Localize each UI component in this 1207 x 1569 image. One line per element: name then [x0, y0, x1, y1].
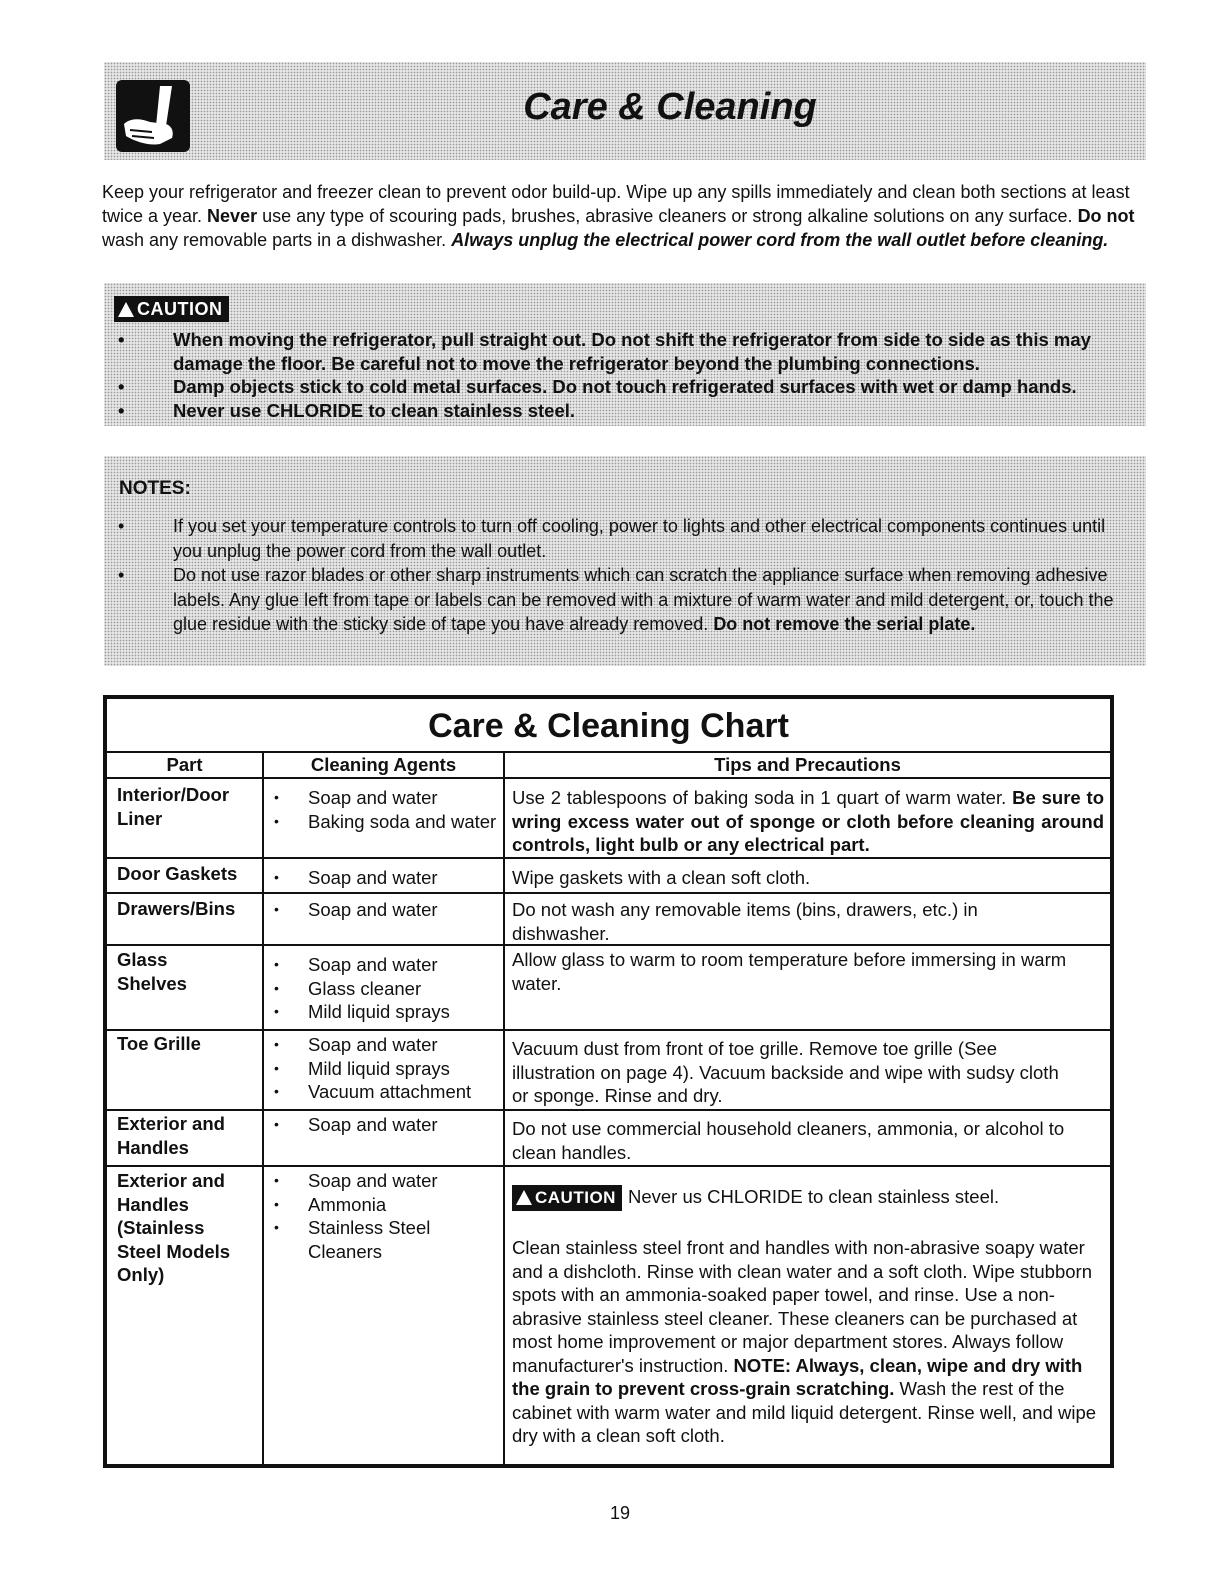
table-row-tips: Wipe gaskets with a clean soft cloth. [512, 867, 811, 888]
caution-badge [512, 1185, 622, 1211]
agent-item: • Ammonia [270, 1193, 500, 1217]
agent-item: • Soap and water [270, 866, 500, 890]
table-row-agents [270, 898, 500, 922]
table-row-tips: Do not use commercial household cleaners, ammonia, or alcohol to clean handles. [512, 1118, 1065, 1163]
notes-list [118, 514, 1138, 637]
table-row-part: Exterior and Handles [117, 1113, 225, 1158]
agent-item: • Soap and water [270, 786, 500, 810]
caution-badge [114, 296, 229, 322]
caution-item: • Never use CHLORIDE to clean stainless steel. [118, 399, 1138, 423]
caution-text: Never us CHLORIDE to clean stainless steel. [627, 1186, 1000, 1207]
page-number: 19 [609, 1503, 631, 1523]
note-item-bold: Do not remove the serial plate. [713, 614, 976, 634]
warning-triangle-icon [118, 302, 134, 317]
chart-title: Care & Cleaning Chart [107, 699, 1110, 753]
table-row-part: Exterior and Handles (Stainless Steel Models Only) [117, 1170, 231, 1285]
table-row-part: Door Gaskets [117, 863, 238, 884]
table-row-part: Drawers/Bins [117, 898, 236, 919]
note-item: • If you set your temperature controls to turn off cooling, power to lights and other electrical components continues until you unplug the power cord from the wall outlet. [118, 514, 1138, 563]
header-tips: Tips and Precautions [714, 754, 901, 775]
agent-item: • Baking soda and water [270, 810, 500, 834]
caution-list [118, 328, 1138, 422]
page-title: Care & Cleaning [523, 86, 817, 128]
header-part: Part [166, 754, 203, 775]
agent-item: • Vacuum attachment [270, 1080, 500, 1104]
row-divider [107, 1109, 1110, 1111]
table-row-tips: Do not wash any removable items (bins, drawers, etc.) in dishwasher. [512, 899, 978, 944]
table-row-tips: Allow glass to warm to room temperature before immersing in warm water. [512, 949, 1067, 994]
table-row-part: Interior/Door Liner [117, 784, 230, 829]
notes-title: NOTES: [119, 478, 191, 499]
intro-text-2: use any type of scouring pads, brushes, abrasive cleaners or strong alkaline solutions on any surface. [257, 206, 1078, 226]
tips-text: Clean stainless steel front and handles with non-abrasive soapy water and a dishcloth. Rinse with clean water and a soft cloth. Wipe stubborn spots with an ammonia-soaked paper towel, and rinse. Use a non-abrasive stainless steel cleaner. These cleaners can be purchased at most home improvement or major department stores. Always follow manufacturer's instruction. [512, 1237, 1092, 1376]
agent-item: • Soap and water [270, 1113, 500, 1137]
table-row-tips: Vacuum dust from front of toe grille. Remove toe grille (See illustration on page 4). Vacuum backside and wipe with sudsy cloth or sponge. Rinse and dry. [512, 1038, 1059, 1106]
table-row-tips [512, 786, 1104, 857]
caution-label: CAUTION [137, 299, 223, 319]
tips-bold: NOTE: Always, clean, wipe and dry with the grain to prevent cross-grain scratching. [512, 1354, 1083, 1399]
agent-item: • Glass cleaner [270, 977, 500, 1001]
note-item-text: Do not use razor blades or other sharp instruments which can scratch the appliance surface when removing adhesive labels. Any glue left from tape or labels can be removed with a mixture of warm water and mild detergent, or, touch the glue residue with the sticky side of tape you have already removed. [173, 565, 1114, 634]
table-row-agents [270, 1033, 500, 1104]
agent-item: • Stainless Steel Cleaners [270, 1216, 500, 1263]
row-divider [107, 857, 1110, 859]
intro-text-3: wash any removable parts in a dishwasher. [102, 230, 452, 250]
header-cleaning-agents: Cleaning Agents [310, 754, 457, 775]
intro-text-1: Keep your refrigerator and freezer clean to prevent odor build-up. Wipe up any spills immediately and clean both sections at least twice a year. [102, 182, 1130, 226]
agent-item: • Soap and water [270, 1033, 500, 1057]
table-row-agents [270, 866, 500, 890]
row-divider [107, 892, 1110, 894]
intro-paragraph [102, 180, 1148, 252]
table-row-agents [270, 1113, 500, 1137]
warning-triangle-icon [516, 1190, 532, 1205]
tips-bold: Be sure to wring excess water out of sponge or cloth before cleaning around controls, light bulb or any electrical part. [512, 787, 1105, 855]
agent-item: • Soap and water [270, 1169, 500, 1193]
agent-item: • Mild liquid sprays [270, 1000, 500, 1024]
table-row-agents [270, 786, 500, 833]
row-caution [512, 1184, 999, 1211]
table-row-agents [270, 1169, 500, 1263]
table-row-part: Glass Shelves [117, 949, 187, 994]
caution-item: • Damp objects stick to cold metal surfaces. Do not touch refrigerated surfaces with wet or damp hands. [118, 375, 1138, 399]
agent-item: • Soap and water [270, 953, 500, 977]
intro-emphasis: Always unplug the electrical power cord from the wall outlet before cleaning. [451, 230, 1109, 250]
tips-text: Wash the rest of the cabinet with warm water and mild liquid detergent. Rinse well, and wipe dry with a clean soft cloth. [512, 1378, 1097, 1446]
caution-item: • When moving the refrigerator, pull straight out. Do not shift the refrigerator from side to side as this may damage the floor. Be careful not to move the refrigerator beyond the plumbing connections. [118, 328, 1138, 375]
table-row-agents [270, 953, 500, 1024]
table-row-part: Toe Grille [117, 1033, 201, 1054]
row-divider [107, 777, 1110, 779]
care-cleaning-chart [103, 695, 1114, 1468]
agent-item: • Soap and water [270, 898, 500, 922]
caution-label: CAUTION [535, 1188, 616, 1207]
row-divider [107, 1165, 1110, 1167]
intro-never: Never [207, 206, 258, 226]
agent-item: • Mild liquid sprays [270, 1057, 500, 1081]
tips-text: Use 2 tablespoons of baking soda in 1 quart of warm water. [512, 787, 1013, 808]
table-row-tips [512, 1236, 1100, 1448]
row-divider [107, 1029, 1110, 1031]
note-item [118, 563, 1138, 637]
intro-do-not: Do not [1077, 206, 1135, 226]
